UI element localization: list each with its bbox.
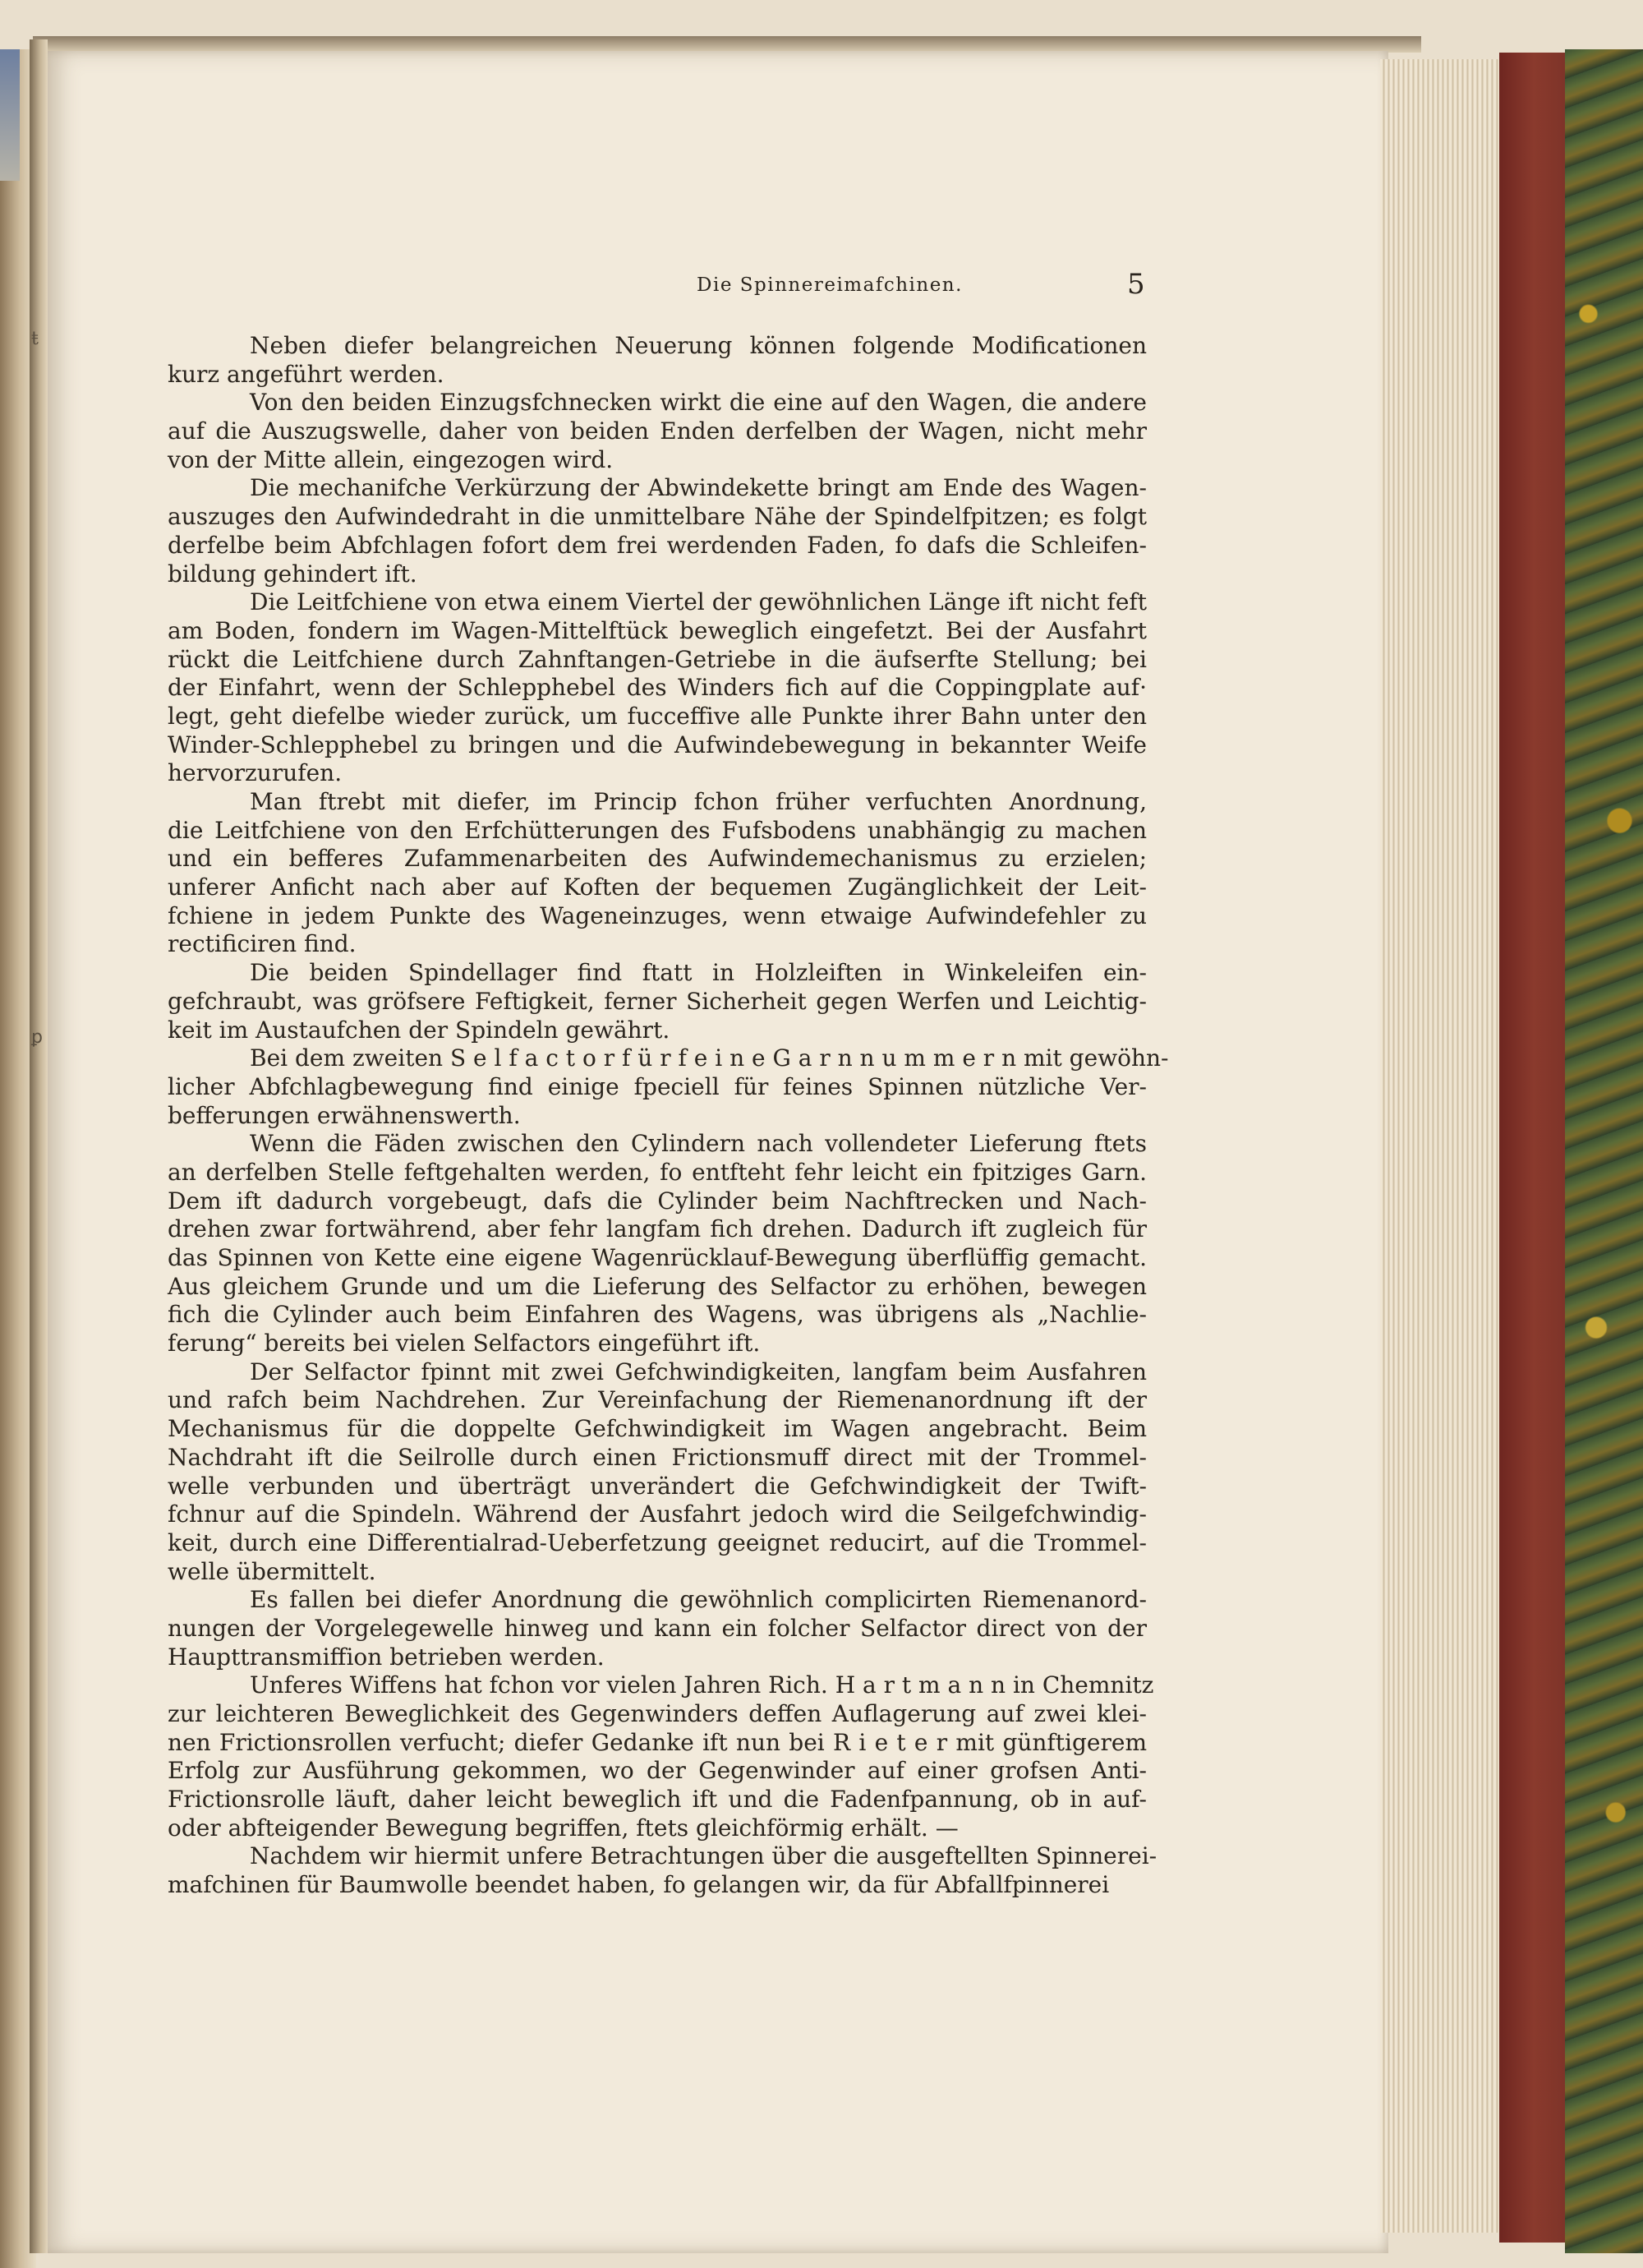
text-line: keit im Austaufchen der Spindeln gewährt. [168, 1016, 670, 1044]
text-line: und rafch beim Nachdrehen. Zur Vereinfachung der Riemenanordnung ift der [168, 1386, 1147, 1414]
text-line: Neben diefer belangreichen Neuerung können folgende Modificationen [250, 332, 1147, 359]
text-line: welle verbunden und überträgt unverändert die Gefchwindigkeit der Twift- [168, 1472, 1147, 1500]
text-line: hervorzurufen. [168, 759, 343, 787]
text-line: Es fallen bei diefer Anordnung die gewöhnlich complicirten Riemenanord- [250, 1586, 1147, 1614]
text-line: das Spinnen von Kette eine eigene Wagenrücklauf-Bewegung überflüffig gemacht. [168, 1244, 1147, 1271]
text-line: unferer Anficht nach aber auf Koften der bequemen Zugänglichkeit der Leit- [168, 874, 1147, 901]
text-line: ferung“ bereits bei vielen Selfactors eingeführt ift. [168, 1330, 761, 1358]
text-line: Die beiden Spindellager find ftatt in Holzleiften in Winkeleifen ein- [250, 959, 1147, 987]
book-gutter [30, 39, 48, 2253]
text-line: legt, geht diefelbe wieder zurück, um fucceffive alle Punkte ihrer Bahn unter den [168, 702, 1147, 730]
body-text [168, 332, 1169, 1900]
text-line: fchiene in jedem Punkte des Wageneinzuges, wenn etwaige Aufwindefehler zu [168, 901, 1147, 929]
text-line: oder abfteigender Bewegung begriffen, ftets gleichförmig erhält. — [168, 1814, 959, 1842]
text-line: Haupttransmiffion betrieben werden. [168, 1643, 605, 1671]
text-line: Mechanismus für die doppelte Gefchwindigkeit im Wagen angebracht. Beim [168, 1415, 1147, 1443]
text-line: Winder-Schlepphebel zu bringen und die Aufwindebewegung in bekannter Weife [168, 731, 1147, 758]
margin-mark: ꝑ [31, 1027, 43, 1048]
text-line: am Boden, fondern im Wagen-Mittelftück beweglich eingefetzt. Bei der Ausfahrt [168, 616, 1147, 644]
text-line: rückt die Leitfchiene durch Zahnftangen-Getriebe in die äufserfte Stellung; bei [168, 645, 1147, 673]
text-line: Nachdraht ift die Seilrolle durch einen Frictionsmuff direct mit der Trommel- [168, 1443, 1147, 1471]
text-line: zur leichteren Beweglichkeit des Gegenwinders deffen Auflagerung auf zwei klei- [168, 1700, 1147, 1727]
text-line: Von den beiden Einzugsfchnecken wirkt die eine auf den Wagen, die andere [250, 389, 1147, 417]
text-line: welle übermittelt. [168, 1557, 376, 1585]
text-line: Frictionsrolle läuft, daher leicht beweglich ift und die Fadenfpannung, ob in auf- [168, 1786, 1147, 1814]
text-line: und ein befferes Zufammenarbeiten des Aufwindemechanismus zu erzielen; [168, 845, 1147, 873]
text-line: Wenn die Fäden zwischen den Cylindern nach vollendeter Lieferung ftets [250, 1130, 1147, 1158]
text-line: Nachdem wir hiermit unfere Betrachtungen über die ausgeftellten Spinnerei- [250, 1842, 1157, 1870]
text-line: Man ftrebt mit diefer, im Princip fchon früher verfuchten Anordnung, [250, 788, 1147, 815]
text-line: derfelbe beim Abfchlagen fofort dem frei werdenden Faden, fo dafs die Schleifen- [168, 531, 1147, 559]
left-page-strip [0, 49, 20, 181]
text-line: drehen zwar fortwährend, aber fehr langfam fich drehen. Dadurch ift zugleich für [168, 1215, 1147, 1243]
text-line: Erfolg zur Ausführung gekommen, wo der Gegenwinder auf einer grofsen Anti- [168, 1757, 1147, 1785]
text-line: kurz angeführt werden. [168, 360, 444, 388]
text-line: rectificiren find. [168, 930, 357, 958]
text-line: bildung gehindert ift. [168, 560, 417, 588]
text-line: fchnur auf die Spindeln. Während der Ausfahrt jedoch wird die Seilgefchwindig- [168, 1500, 1147, 1528]
text-line: nungen der Vorgelegewelle hinweg und kann ein folcher Selfactor direct von der [168, 1614, 1147, 1642]
page-number: 5 [1127, 268, 1145, 301]
page-block-edges [1380, 59, 1503, 2233]
text-line: Die Leitfchiene von etwa einem Viertel der gewöhnlichen Länge ift nicht feft [250, 588, 1147, 616]
text-line: an derfelben Stelle feftgehalten werden, fo entfteht fehr leicht ein fpitziges Garn. [168, 1158, 1147, 1186]
text-line: die Leitfchiene von den Erfchütterungen des Fufsbodens unabhängig zu machen [168, 816, 1147, 844]
text-line: fich die Cylinder auch beim Einfahren des Wagens, was übrigens als „Nachlie- [168, 1301, 1147, 1329]
text-line: auf die Auszugswelle, daher von beiden Enden derfelben der Wagen, nicht mehr [168, 417, 1147, 445]
top-edge-shadow [33, 36, 1421, 53]
text-line: Aus gleichem Grunde und um die Lieferung des Selfactor zu erhöhen, bewegen [168, 1272, 1147, 1300]
text-line: auszuges den Aufwindedraht in die unmittelbare Nähe der Spindelfpitzen; es folgt [168, 503, 1147, 531]
running-head: Die Spinnereimafchinen. [697, 274, 963, 296]
text-line: Dem ift dadurch vorgebeugt, dafs die Cylinder beim Nachftrecken und Nach- [168, 1187, 1147, 1215]
marbled-cover-board [1565, 49, 1643, 2253]
text-line: Der Selfactor fpinnt mit zwei Gefchwindigkeiten, langfam beim Ausfahren [250, 1358, 1147, 1385]
text-line: Die mechanifche Verkürzung der Abwindekette bringt am Ende des Wagen- [250, 474, 1147, 502]
text-line: Bei dem zweiten S e l f a c t o r f ü r f e i n e G a r n n u m m e r n mit gewöhn- [250, 1044, 1169, 1072]
text-line: gefchraubt, was gröfsere Feftigkeit, ferner Sicherheit gegen Werfen und Leichtig- [168, 987, 1147, 1015]
text-line: befferungen erwähnenswerth. [168, 1101, 521, 1129]
text-line: keit, durch eine Differentialrad-Ueberfetzung geeignet reducirt, auf die Trommel- [168, 1528, 1147, 1556]
text-line: von der Mitte allein, eingezogen wird. [168, 445, 614, 473]
text-line: licher Abfchlagbewegung find einige fpeciell für feines Spinnen nützliche Ver- [168, 1072, 1147, 1100]
text-line: nen Frictionsrollen verfucht; diefer Gedanke ift nun bei R i e t e r mit günftigerem [168, 1728, 1147, 1756]
text-line: der Einfahrt, wenn der Schlepphebel des Winders fich auf die Coppingplate auf· [168, 674, 1147, 702]
margin-mark: ŧ [31, 329, 39, 349]
text-line: Unferes Wiffens hat fchon vor vielen Jahren Rich. H a r t m a n n in Chemnitz [250, 1671, 1154, 1699]
text-line: mafchinen für Baumwolle beendet haben, fo gelangen wir, da für Abfallfpinnerei [168, 1871, 1110, 1899]
